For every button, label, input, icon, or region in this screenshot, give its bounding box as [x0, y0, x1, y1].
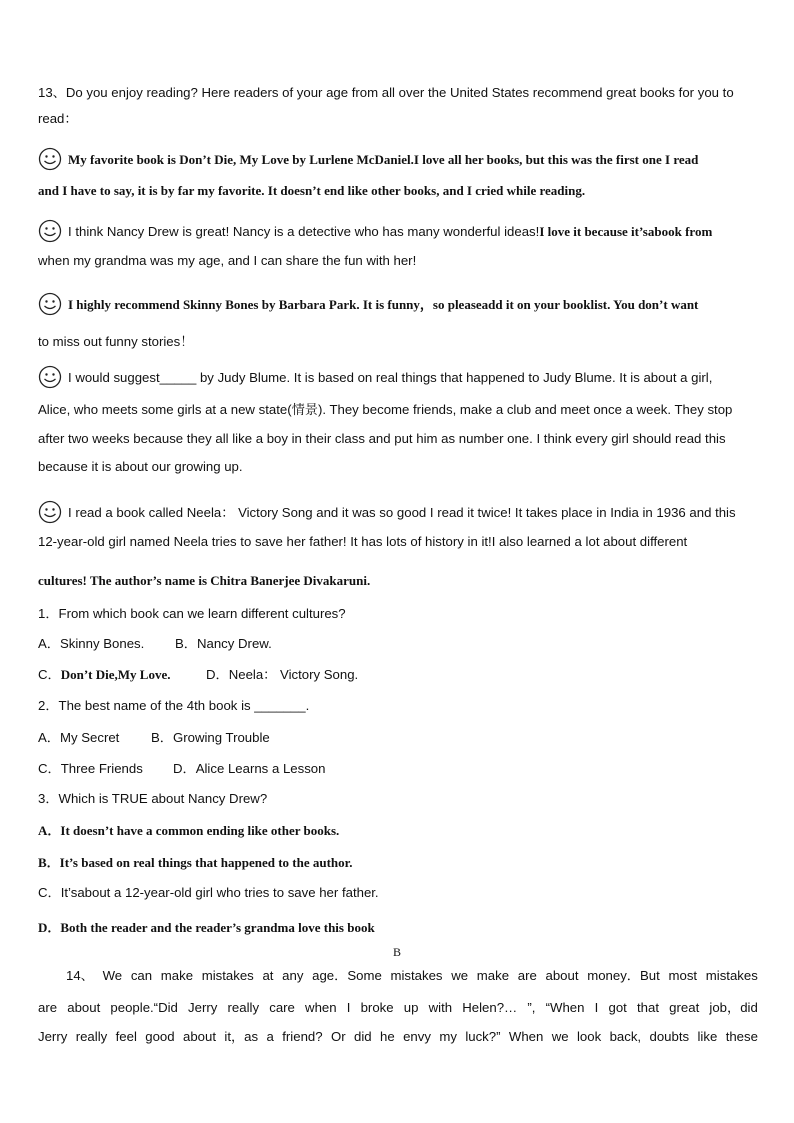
question3-option-a: A．It doesn’t have a common ending like other books.	[38, 823, 340, 838]
q14-word: most	[668, 968, 698, 983]
q14-word: I	[594, 1000, 599, 1015]
question1-option-a: A．Skinny Bones.	[38, 636, 145, 651]
question3-option-c: C．It’sabout a 12-year-old girl who tries to save her father.	[38, 885, 379, 900]
review3-line2: to miss out funny stories！	[38, 334, 194, 349]
q14-word: that	[637, 1000, 659, 1015]
q14-word: people.“Did	[110, 1000, 178, 1015]
q14-line3	[38, 1028, 758, 1046]
question2-option-d: D．Alice Learns a Lesson	[173, 761, 326, 776]
q14-word: really	[75, 1029, 108, 1044]
question3-option-d: D．Both the reader and the reader’s grandma love this book	[38, 920, 375, 935]
q14-word: about	[67, 1000, 101, 1015]
q14-word: when	[305, 1000, 337, 1015]
question2-option-b: B．Growing Trouble	[151, 730, 270, 745]
review5-line2: 12-year-old girl named Neela tries to save her father! It has lots of history in it!I also learned a lot about different	[38, 534, 688, 549]
q14-word: up	[403, 1000, 419, 1015]
q14-word: “When	[545, 1000, 585, 1015]
review1-line1: My favorite book is Don’t Die, My Love by Lurlene McDaniel.I love all her books, but this was the first one I read	[68, 152, 699, 167]
smiley-icon	[38, 365, 62, 389]
q14-word: Or	[330, 1029, 346, 1044]
q14-word: envy	[403, 1029, 431, 1044]
q14-word: make	[160, 968, 194, 983]
q14-word: did	[354, 1029, 372, 1044]
q14-word: mistakes	[201, 968, 254, 983]
smiley-icon	[38, 219, 62, 243]
review5-line3: cultures! The author’s name is Chitra Banerjee Divakaruni.	[38, 573, 371, 588]
question2-stem: 2．The best name of the 4th book is _______.	[38, 698, 310, 713]
q14-word: care	[269, 1000, 295, 1015]
review4-line1	[68, 369, 712, 387]
question2-option-c: C．Three Friends	[38, 761, 143, 776]
question1-stem: 1．From which book can we learn different cultures?	[38, 606, 346, 621]
q14-word: he	[380, 1029, 395, 1044]
review4-line2: Alice, who meets some girls at a new state(情景). They become friends, make a club and meet once a week. They stop	[38, 402, 733, 417]
review3-line1: I highly recommend Skinny Bones by Barbara Park. It is funny，so pleaseadd it on your booklist. You don’t want	[68, 297, 699, 312]
q14-word: When	[508, 1029, 544, 1044]
smiley-icon	[38, 500, 62, 524]
q14-word: broke	[360, 1000, 394, 1015]
q14-word: make	[476, 968, 510, 983]
review2-text-b: I love it because it’sabook from	[539, 224, 713, 239]
q14-word: any	[282, 968, 304, 983]
q14-word: mistakes	[705, 968, 758, 983]
q14-word: job，did	[709, 1000, 758, 1015]
q14-word: it，as	[224, 1029, 259, 1044]
review1-line2: and I have to say, it is by far my favorite. It doesn’t end like other books, and I cried while reading.	[38, 183, 586, 198]
q14-word: mistakes	[390, 968, 443, 983]
q14-line1	[66, 967, 758, 985]
q14-word: 14、	[66, 968, 94, 983]
q14-word: like	[697, 1029, 718, 1044]
q14-word: about	[183, 1029, 217, 1044]
section-label: B	[392, 945, 401, 959]
q14-word: with	[428, 1000, 453, 1015]
q14-word: about	[545, 968, 579, 983]
review4-line4: because it is about our growing up.	[38, 459, 243, 474]
q14-word: feel	[115, 1029, 137, 1044]
q14-word: Jerry	[188, 1000, 218, 1015]
q14-word: ”,	[527, 1000, 536, 1015]
q14-word: a	[266, 1029, 274, 1044]
q14-word: we	[451, 968, 469, 983]
q14-word: look	[576, 1029, 602, 1044]
q14-word: really	[227, 1000, 260, 1015]
q14-word: great	[669, 1000, 700, 1015]
smiley-icon	[38, 147, 62, 171]
question2-option-a: A．My Secret	[38, 730, 120, 745]
question3-stem: 3．Which is TRUE about Nancy Drew?	[38, 791, 268, 806]
q14-word: doubts	[649, 1029, 690, 1044]
review2-line1	[68, 223, 712, 241]
q14-word: We	[102, 968, 123, 983]
review4-text-a: I would suggest	[68, 370, 160, 385]
review5-line1: I read a book called Neela： Victory Song and it was so good I read it twice! It takes place in India in 1936 and this	[68, 505, 736, 520]
q14-word: money．But	[587, 968, 660, 983]
question1-option-c: C．Don’t Die,My Love.	[38, 667, 171, 682]
q14-word: can	[130, 968, 153, 983]
q14-word: back,	[609, 1029, 642, 1044]
q14-word: Jerry	[38, 1029, 68, 1044]
q14-word: got	[608, 1000, 627, 1015]
q14-word: luck?”	[465, 1029, 501, 1044]
q14-word: my	[439, 1029, 457, 1044]
q14-word: good	[145, 1029, 175, 1044]
q14-word: friend?	[282, 1029, 323, 1044]
q14-line2	[38, 999, 758, 1017]
review4-text-b: by Judy Blume. It is based on real things that happened to Judy Blume. It is about a girl,	[196, 370, 713, 385]
q14-word: we	[551, 1029, 569, 1044]
q14-word: I	[346, 1000, 351, 1015]
smiley-icon	[38, 292, 62, 316]
question3-option-b: B．It’s based on real things that happened to the author.	[38, 855, 353, 870]
q13-intro-line1: 13、Do you enjoy reading? Here readers of your age from all over the United States recommend great books for you to	[38, 85, 734, 100]
review2-text-a: I think Nancy Drew is great! Nancy is a detective who has many wonderful ideas!	[68, 224, 540, 239]
q14-word: at	[262, 968, 274, 983]
question1-option-b: B．Nancy Drew.	[175, 636, 272, 651]
question1-option-d: D．Neela： Victory Song.	[206, 667, 359, 682]
answer-blank: _____	[159, 370, 197, 385]
q14-word: Helen?…	[462, 1000, 518, 1015]
review2-line2: when my grandma was my age, and I can share the fun with her!	[38, 253, 417, 268]
q13-intro-line2: read：	[38, 111, 78, 126]
q14-word: these	[725, 1029, 758, 1044]
q14-word: are	[38, 1000, 58, 1015]
option-c-text: Don’t Die,My Love.	[60, 667, 171, 682]
q14-word: age．Some	[312, 968, 382, 983]
review4-line3: after two weeks because they all like a boy in their class and put him as number one. I think every girl should read this	[38, 431, 726, 446]
q14-word: are	[517, 968, 537, 983]
